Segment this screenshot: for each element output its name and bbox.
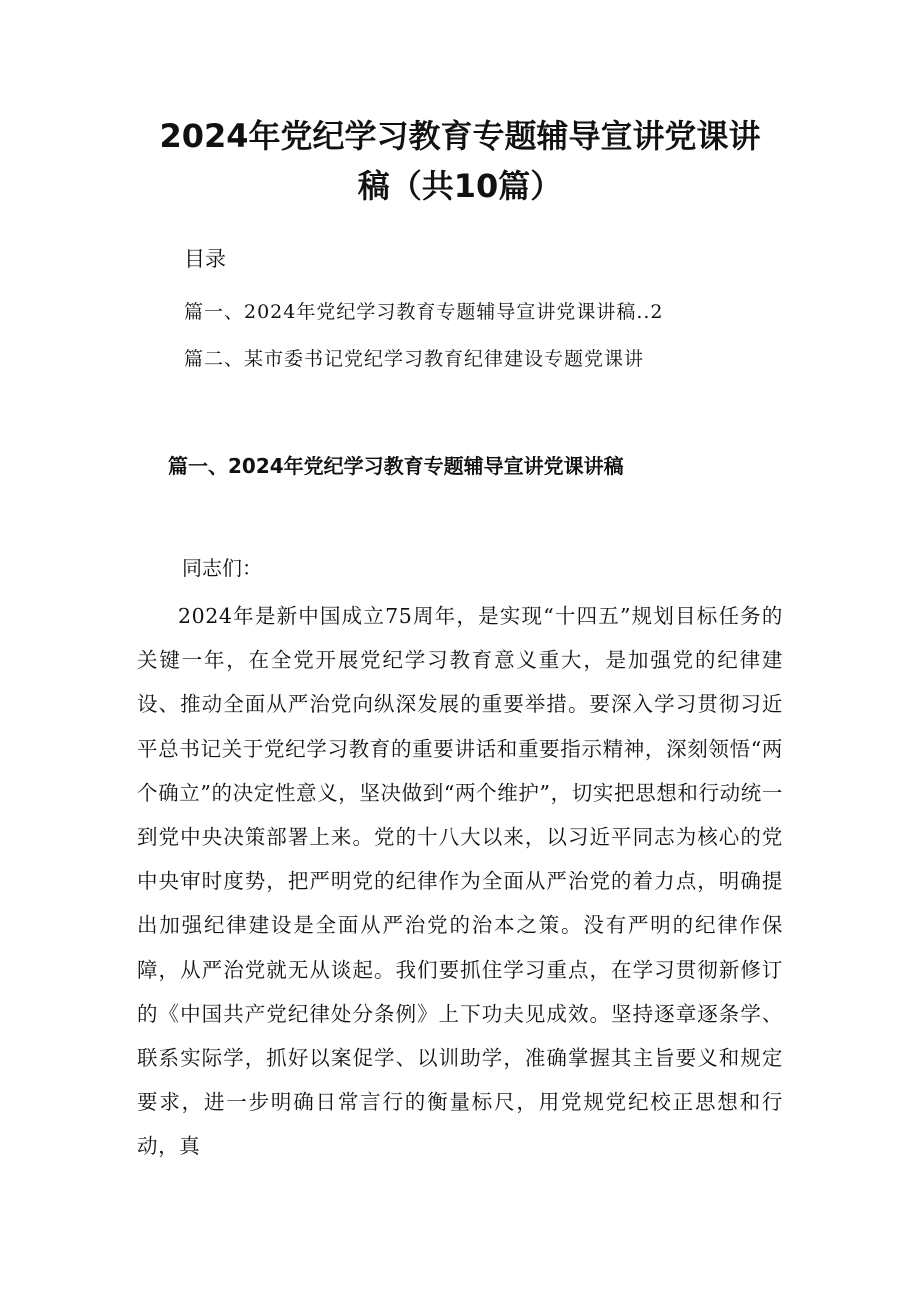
toc-item-1[interactable]: 篇一、2024年党纪学习教育专题辅导宣讲党课讲稿..2 xyxy=(184,301,664,323)
document-title-line-1: 2024年党纪学习教育专题辅导宣讲党课讲 xyxy=(159,117,761,155)
document-title-line-2: 稿（共10篇） xyxy=(357,167,563,205)
toc-heading: 目录 xyxy=(184,247,226,271)
salutation: 同志们： xyxy=(182,556,262,580)
toc-item-2[interactable]: 篇二、某市委书记党纪学习教育纪律建设专题党课讲 xyxy=(184,348,645,370)
body-paragraph: 2024年是新中国成立75周年，是实现“十四五”规划目标任务的关键一年，在全党开展党纪学习教育意义重大，是加强党的纪律建设、推动全面从严治党向纵深发展的重要举措。要深入学习贯彻习近平总书记关于党纪学习教育的重要讲话和重要指示精神，深刻领悟“两个确立”的决定性意义，坚决做到“两个维护”，切实把思想和行动统一到党中央决策部署上来。党的十八大以来，以习近平同志为核心的党中央审时度势，把严明党的纪律作为全面从严治党的着力点，明确提出加强纪律建设是全面从严治党的治本之策。没有严明的纪律作保障，从严治党就无从谈起。我们要抓住学习重点，在学习贯彻新修订的《中国共产党纪律处分条例》上下功夫见成效。坚持逐章逐条学、联系实际学，抓好以案促学、以训助学，准确掌握其主旨要义和规定要求，进一步明确日常言行的衡量标尺，用党规党纪校正思想和行动，真 xyxy=(137,604,783,1159)
section-heading: 篇一、2024年党纪学习教育专题辅导宣讲党课讲稿 xyxy=(168,454,624,478)
